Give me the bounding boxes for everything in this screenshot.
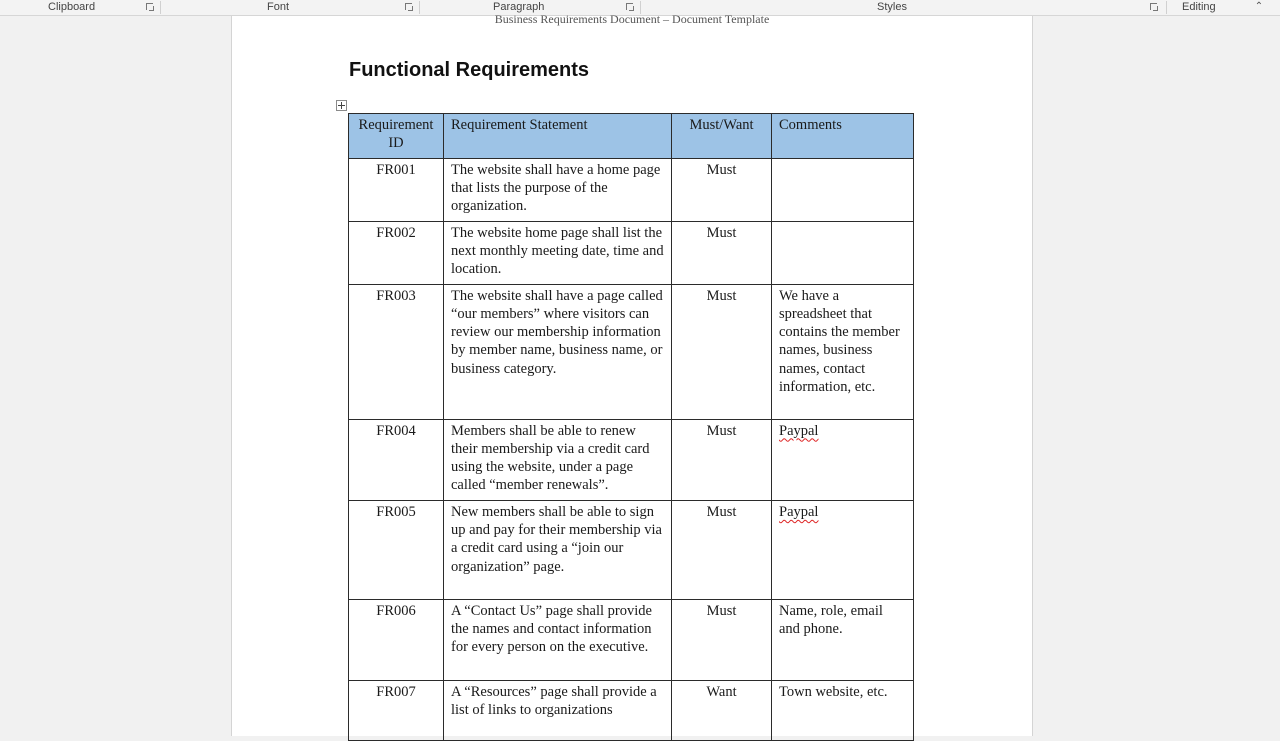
must-want-cell[interactable]: Must bbox=[672, 599, 772, 680]
paragraph-dialog-launcher-icon[interactable] bbox=[626, 3, 634, 11]
ribbon-group-label: Font bbox=[267, 1, 290, 13]
ribbon-group-label: Styles bbox=[877, 1, 907, 13]
requirement-statement-cell[interactable]: The website shall have a page called “our members” where visitors can review our membership information by member name, business name, or business category. bbox=[444, 284, 672, 419]
table-row bbox=[349, 419, 914, 500]
requirement-id-cell[interactable]: FR002 bbox=[349, 221, 444, 284]
ribbon-group-font bbox=[161, 0, 419, 15]
must-want-cell[interactable]: Must bbox=[672, 419, 772, 500]
requirement-statement-cell[interactable]: The website home page shall list the next monthly meeting date, time and location. bbox=[444, 221, 672, 284]
requirement-id-cell[interactable]: FR003 bbox=[349, 284, 444, 419]
requirement-id-cell[interactable]: FR001 bbox=[349, 158, 444, 221]
document-page[interactable] bbox=[231, 12, 1033, 736]
column-header-comments: Comments bbox=[772, 114, 914, 159]
requirement-id-cell[interactable]: FR006 bbox=[349, 599, 444, 680]
column-header-requirement-statement: Requirement Statement bbox=[444, 114, 672, 159]
font-dialog-launcher-icon[interactable] bbox=[405, 3, 413, 11]
table-row bbox=[349, 158, 914, 221]
requirement-id-cell[interactable]: FR005 bbox=[349, 500, 444, 599]
comments-cell[interactable] bbox=[772, 221, 914, 284]
requirements-table[interactable] bbox=[348, 113, 914, 741]
column-header-requirement-id: Requirement ID bbox=[349, 114, 444, 159]
ribbon-group-label: Paragraph bbox=[493, 1, 545, 13]
must-want-cell[interactable]: Want bbox=[672, 680, 772, 740]
must-want-cell[interactable]: Must bbox=[672, 284, 772, 419]
column-header-must-want: Must/Want bbox=[672, 114, 772, 159]
ribbon-group-label: Clipboard bbox=[48, 1, 96, 13]
requirement-statement-cell[interactable]: A “Resources” page shall provide a list of links to organizations bbox=[444, 680, 672, 740]
table-row bbox=[349, 599, 914, 680]
requirement-statement-cell[interactable]: Members shall be able to renew their membership via a credit card using the website, under a page called “member renewals”. bbox=[444, 419, 672, 500]
comments-cell[interactable] bbox=[772, 500, 914, 599]
document-heading: Functional Requirements bbox=[349, 59, 590, 81]
clipboard-dialog-launcher-icon[interactable] bbox=[146, 3, 154, 11]
comments-cell[interactable]: Name, role, email and phone. bbox=[772, 599, 914, 680]
table-header-row bbox=[349, 114, 914, 159]
ribbon-group-editing bbox=[1167, 0, 1247, 15]
comments-cell[interactable]: Town website, etc. bbox=[772, 680, 914, 740]
requirement-statement-cell[interactable]: The website shall have a home page that lists the purpose of the organization. bbox=[444, 158, 672, 221]
must-want-cell[interactable]: Must bbox=[672, 500, 772, 599]
table-row bbox=[349, 500, 914, 599]
collapse-ribbon-chevron-up-icon[interactable]: ⌃ bbox=[1254, 1, 1264, 12]
must-want-cell[interactable]: Must bbox=[672, 158, 772, 221]
comments-cell[interactable] bbox=[772, 158, 914, 221]
comments-cell[interactable] bbox=[772, 419, 914, 500]
requirement-statement-cell[interactable]: New members shall be able to sign up and pay for their membership via a credit card using a “join our organization” page. bbox=[444, 500, 672, 599]
requirement-id-cell[interactable]: FR007 bbox=[349, 680, 444, 740]
table-move-handle-icon[interactable] bbox=[336, 100, 347, 111]
ribbon-group-label: Editing bbox=[1182, 1, 1216, 13]
document-header: Business Requirements Document – Document Template bbox=[494, 12, 770, 26]
comments-cell[interactable]: We have a spreadsheet that contains the member names, business names, contact information, etc. bbox=[772, 284, 914, 419]
table-row bbox=[349, 284, 914, 419]
table-row bbox=[349, 221, 914, 284]
styles-dialog-launcher-icon[interactable] bbox=[1150, 3, 1158, 11]
must-want-cell[interactable]: Must bbox=[672, 221, 772, 284]
misspelled-word[interactable]: Paypal bbox=[779, 422, 819, 439]
requirement-statement-cell[interactable]: A “Contact Us” page shall provide the names and contact information for every person on the executive. bbox=[444, 599, 672, 680]
misspelled-word[interactable]: Paypal bbox=[779, 503, 819, 520]
table-row bbox=[349, 680, 914, 740]
ribbon-group-clipboard bbox=[0, 0, 160, 15]
requirement-id-cell[interactable]: FR004 bbox=[349, 419, 444, 500]
